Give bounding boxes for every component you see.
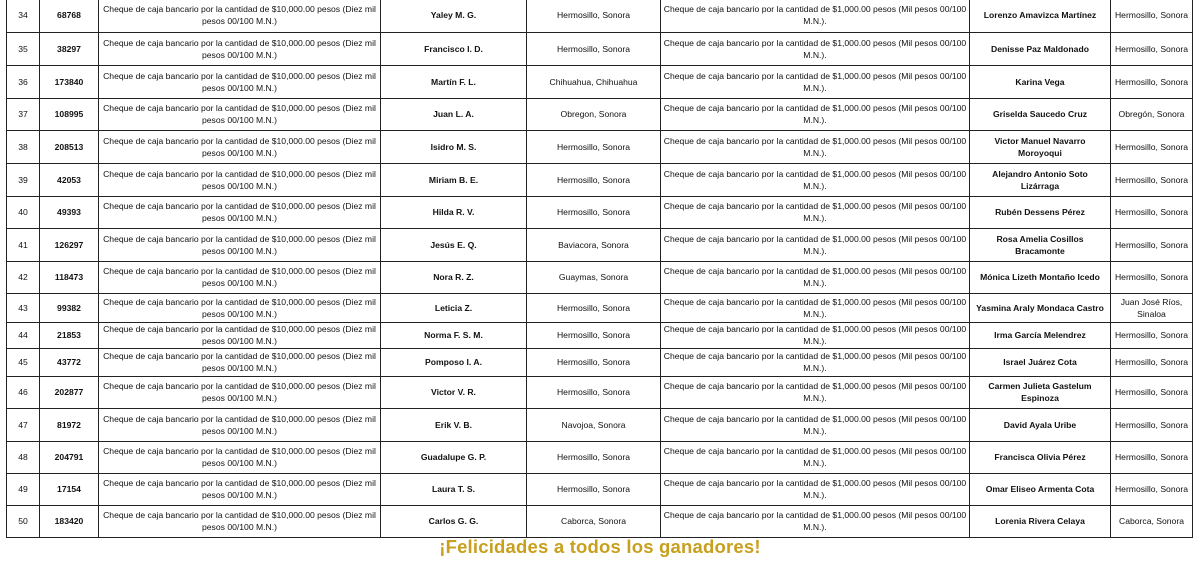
folio-number: 38297 [40, 32, 99, 65]
main-prize-description: Cheque de caja bancario por la cantidad de $10,000.00 pesos (Diez mil pesos 00/100 M.N.) [99, 228, 381, 261]
congratulations-message: ¡Felicidades a todos los ganadores! [439, 536, 761, 557]
table-row [7, 408, 1193, 441]
row-number: 42 [7, 261, 40, 293]
table-row [7, 261, 1193, 293]
second-prize-description: Cheque de caja bancario por la cantidad de $1,000.00 pesos (Mil pesos 00/100 M.N.). [661, 228, 970, 261]
folio-number: 42053 [40, 163, 99, 196]
main-prize-winner: Juan L. A. [381, 98, 527, 130]
main-prize-city: Guaymas, Sonora [527, 261, 661, 293]
main-prize-winner: Erik V. B. [381, 408, 527, 441]
main-prize-city: Hermosillo, Sonora [527, 376, 661, 408]
table-row [7, 130, 1193, 163]
second-prize-description: Cheque de caja bancario por la cantidad de $1,000.00 pesos (Mil pesos 00/100 M.N.). [661, 32, 970, 65]
folio-number: 17154 [40, 473, 99, 505]
folio-number: 68768 [40, 0, 99, 32]
main-prize-city: Hermosillo, Sonora [527, 473, 661, 505]
second-prize-city: Hermosillo, Sonora [1111, 65, 1193, 98]
main-prize-city: Chihuahua, Chihuahua [527, 65, 661, 98]
second-prize-description: Cheque de caja bancario por la cantidad de $1,000.00 pesos (Mil pesos 00/100 M.N.). [661, 322, 970, 348]
second-prize-winner: Mónica Lizeth Montaño Icedo [970, 261, 1111, 293]
second-prize-description: Cheque de caja bancario por la cantidad de $1,000.00 pesos (Mil pesos 00/100 M.N.). [661, 473, 970, 505]
row-number: 36 [7, 65, 40, 98]
winners-table [6, 0, 1193, 538]
table-row [7, 228, 1193, 261]
folio-number: 126297 [40, 228, 99, 261]
main-prize-description: Cheque de caja bancario por la cantidad de $10,000.00 pesos (Diez mil pesos 00/100 M.N.) [99, 376, 381, 408]
second-prize-winner: Israel Juárez Cota [970, 348, 1111, 376]
second-prize-description: Cheque de caja bancario por la cantidad de $1,000.00 pesos (Mil pesos 00/100 M.N.). [661, 261, 970, 293]
main-prize-description: Cheque de caja bancario por la cantidad de $10,000.00 pesos (Diez mil pesos 00/100 M.N.) [99, 441, 381, 473]
main-prize-city: Obregon, Sonora [527, 98, 661, 130]
table-row [7, 163, 1193, 196]
main-prize-description: Cheque de caja bancario por la cantidad de $10,000.00 pesos (Diez mil pesos 00/100 M.N.) [99, 473, 381, 505]
main-prize-city: Hermosillo, Sonora [527, 130, 661, 163]
main-prize-city: Caborca, Sonora [527, 505, 661, 537]
table-row [7, 441, 1193, 473]
second-prize-winner: Omar Eliseo Armenta Cota [970, 473, 1111, 505]
row-number: 44 [7, 322, 40, 348]
row-number: 49 [7, 473, 40, 505]
folio-number: 183420 [40, 505, 99, 537]
main-prize-city: Hermosillo, Sonora [527, 348, 661, 376]
table-row [7, 32, 1193, 65]
row-number: 45 [7, 348, 40, 376]
second-prize-city: Hermosillo, Sonora [1111, 261, 1193, 293]
table-row [7, 348, 1193, 376]
main-prize-description: Cheque de caja bancario por la cantidad de $10,000.00 pesos (Diez mil pesos 00/100 M.N.) [99, 348, 381, 376]
main-prize-winner: Isidro M. S. [381, 130, 527, 163]
second-prize-city: Juan José Ríos, Sinaloa [1111, 293, 1193, 322]
second-prize-city: Hermosillo, Sonora [1111, 322, 1193, 348]
second-prize-winner: Irma García Melendrez [970, 322, 1111, 348]
second-prize-city: Obregón, Sonora [1111, 98, 1193, 130]
main-prize-description: Cheque de caja bancario por la cantidad de $10,000.00 pesos (Diez mil pesos 00/100 M.N.) [99, 130, 381, 163]
row-number: 46 [7, 376, 40, 408]
second-prize-city: Caborca, Sonora [1111, 505, 1193, 537]
main-prize-city: Hermosillo, Sonora [527, 293, 661, 322]
second-prize-description: Cheque de caja bancario por la cantidad de $1,000.00 pesos (Mil pesos 00/100 M.N.). [661, 408, 970, 441]
second-prize-description: Cheque de caja bancario por la cantidad de $1,000.00 pesos (Mil pesos 00/100 M.N.). [661, 196, 970, 228]
second-prize-description: Cheque de caja bancario por la cantidad de $1,000.00 pesos (Mil pesos 00/100 M.N.). [661, 505, 970, 537]
folio-number: 208513 [40, 130, 99, 163]
folio-number: 99382 [40, 293, 99, 322]
second-prize-city: Hermosillo, Sonora [1111, 228, 1193, 261]
main-prize-winner: Victor V. R. [381, 376, 527, 408]
main-prize-description: Cheque de caja bancario por la cantidad de $10,000.00 pesos (Diez mil pesos 00/100 M.N.) [99, 0, 381, 32]
second-prize-winner: Rosa Amelia Cosillos Bracamonte [970, 228, 1111, 261]
second-prize-winner: Rubén Dessens Pérez [970, 196, 1111, 228]
second-prize-city: Hermosillo, Sonora [1111, 408, 1193, 441]
second-prize-description: Cheque de caja bancario por la cantidad de $1,000.00 pesos (Mil pesos 00/100 M.N.). [661, 348, 970, 376]
folio-number: 21853 [40, 322, 99, 348]
main-prize-winner: Nora R. Z. [381, 261, 527, 293]
row-number: 48 [7, 441, 40, 473]
second-prize-winner: Karina Vega [970, 65, 1111, 98]
main-prize-city: Baviacora, Sonora [527, 228, 661, 261]
main-prize-description: Cheque de caja bancario por la cantidad de $10,000.00 pesos (Diez mil pesos 00/100 M.N.) [99, 505, 381, 537]
main-prize-city: Hermosillo, Sonora [527, 196, 661, 228]
second-prize-winner: Denisse Paz Maldonado [970, 32, 1111, 65]
row-number: 43 [7, 293, 40, 322]
row-number: 40 [7, 196, 40, 228]
main-prize-city: Hermosillo, Sonora [527, 441, 661, 473]
main-prize-description: Cheque de caja bancario por la cantidad de $10,000.00 pesos (Diez mil pesos 00/100 M.N.) [99, 196, 381, 228]
table-row [7, 376, 1193, 408]
table-row [7, 293, 1193, 322]
second-prize-city: Hermosillo, Sonora [1111, 196, 1193, 228]
main-prize-description: Cheque de caja bancario por la cantidad de $10,000.00 pesos (Diez mil pesos 00/100 M.N.) [99, 261, 381, 293]
main-prize-description: Cheque de caja bancario por la cantidad de $10,000.00 pesos (Diez mil pesos 00/100 M.N.) [99, 65, 381, 98]
second-prize-city: Hermosillo, Sonora [1111, 32, 1193, 65]
second-prize-description: Cheque de caja bancario por la cantidad de $1,000.00 pesos (Mil pesos 00/100 M.N.). [661, 293, 970, 322]
main-prize-winner: Francisco I. D. [381, 32, 527, 65]
table-row [7, 196, 1193, 228]
folio-number: 173840 [40, 65, 99, 98]
main-prize-city: Navojoa, Sonora [527, 408, 661, 441]
second-prize-city: Hermosillo, Sonora [1111, 473, 1193, 505]
folio-number: 118473 [40, 261, 99, 293]
table-row [7, 65, 1193, 98]
main-prize-city: Hermosillo, Sonora [527, 163, 661, 196]
row-number: 47 [7, 408, 40, 441]
main-prize-description: Cheque de caja bancario por la cantidad de $10,000.00 pesos (Diez mil pesos 00/100 M.N.) [99, 163, 381, 196]
folio-number: 43772 [40, 348, 99, 376]
second-prize-city: Hermosillo, Sonora [1111, 0, 1193, 32]
main-prize-description: Cheque de caja bancario por la cantidad de $10,000.00 pesos (Diez mil pesos 00/100 M.N.) [99, 98, 381, 130]
main-prize-city: Hermosillo, Sonora [527, 32, 661, 65]
second-prize-city: Hermosillo, Sonora [1111, 163, 1193, 196]
second-prize-winner: Yasmina Araly Mondaca Castro [970, 293, 1111, 322]
second-prize-winner: Lorenzo Amavizca Martínez [970, 0, 1111, 32]
main-prize-city: Hermosillo, Sonora [527, 322, 661, 348]
second-prize-city: Hermosillo, Sonora [1111, 348, 1193, 376]
main-prize-winner: Miriam B. E. [381, 163, 527, 196]
table-row [7, 473, 1193, 505]
second-prize-city: Hermosillo, Sonora [1111, 441, 1193, 473]
main-prize-winner: Jesús E. Q. [381, 228, 527, 261]
table-row [7, 98, 1193, 130]
table-row [7, 0, 1193, 32]
second-prize-winner: Griselda Saucedo Cruz [970, 98, 1111, 130]
second-prize-winner: Lorenia Rivera Celaya [970, 505, 1111, 537]
second-prize-description: Cheque de caja bancario por la cantidad de $1,000.00 pesos (Mil pesos 00/100 M.N.). [661, 65, 970, 98]
winners-table-body [7, 0, 1193, 537]
second-prize-description: Cheque de caja bancario por la cantidad de $1,000.00 pesos (Mil pesos 00/100 M.N.). [661, 98, 970, 130]
second-prize-city: Hermosillo, Sonora [1111, 130, 1193, 163]
row-number: 34 [7, 0, 40, 32]
main-prize-description: Cheque de caja bancario por la cantidad de $10,000.00 pesos (Diez mil pesos 00/100 M.N.) [99, 293, 381, 322]
second-prize-winner: Alejandro Antonio Soto Lizárraga [970, 163, 1111, 196]
main-prize-winner: Guadalupe G. P. [381, 441, 527, 473]
row-number: 37 [7, 98, 40, 130]
second-prize-description: Cheque de caja bancario por la cantidad de $1,000.00 pesos (Mil pesos 00/100 M.N.). [661, 163, 970, 196]
main-prize-description: Cheque de caja bancario por la cantidad de $10,000.00 pesos (Diez mil pesos 00/100 M.N.) [99, 322, 381, 348]
main-prize-winner: Carlos G. G. [381, 505, 527, 537]
main-prize-winner: Norma F. S. M. [381, 322, 527, 348]
main-prize-winner: Laura T. S. [381, 473, 527, 505]
second-prize-description: Cheque de caja bancario por la cantidad de $1,000.00 pesos (Mil pesos 00/100 M.N.). [661, 130, 970, 163]
second-prize-winner: Carmen Julieta Gastelum Espinoza [970, 376, 1111, 408]
row-number: 41 [7, 228, 40, 261]
main-prize-city: Hermosillo, Sonora [527, 0, 661, 32]
second-prize-city: Hermosillo, Sonora [1111, 376, 1193, 408]
second-prize-description: Cheque de caja bancario por la cantidad de $1,000.00 pesos (Mil pesos 00/100 M.N.). [661, 376, 970, 408]
folio-number: 202877 [40, 376, 99, 408]
folio-number: 108995 [40, 98, 99, 130]
main-prize-winner: Leticia Z. [381, 293, 527, 322]
row-number: 39 [7, 163, 40, 196]
row-number: 50 [7, 505, 40, 537]
second-prize-description: Cheque de caja bancario por la cantidad de $1,000.00 pesos (Mil pesos 00/100 M.N.). [661, 0, 970, 32]
main-prize-winner: Martín F. L. [381, 65, 527, 98]
table-row [7, 322, 1193, 348]
main-prize-winner: Hilda R. V. [381, 196, 527, 228]
folio-number: 204791 [40, 441, 99, 473]
main-prize-description: Cheque de caja bancario por la cantidad de $10,000.00 pesos (Diez mil pesos 00/100 M.N.) [99, 32, 381, 65]
main-prize-winner: Pomposo I. A. [381, 348, 527, 376]
second-prize-winner: David Ayala Uribe [970, 408, 1111, 441]
folio-number: 49393 [40, 196, 99, 228]
main-prize-winner: Yaley M. G. [381, 0, 527, 32]
main-prize-description: Cheque de caja bancario por la cantidad de $10,000.00 pesos (Diez mil pesos 00/100 M.N.) [99, 408, 381, 441]
row-number: 35 [7, 32, 40, 65]
second-prize-winner: Francisca Olivia Pérez [970, 441, 1111, 473]
row-number: 38 [7, 130, 40, 163]
folio-number: 81972 [40, 408, 99, 441]
second-prize-description: Cheque de caja bancario por la cantidad de $1,000.00 pesos (Mil pesos 00/100 M.N.). [661, 441, 970, 473]
second-prize-winner: Victor Manuel Navarro Moroyoqui [970, 130, 1111, 163]
table-row [7, 505, 1193, 537]
